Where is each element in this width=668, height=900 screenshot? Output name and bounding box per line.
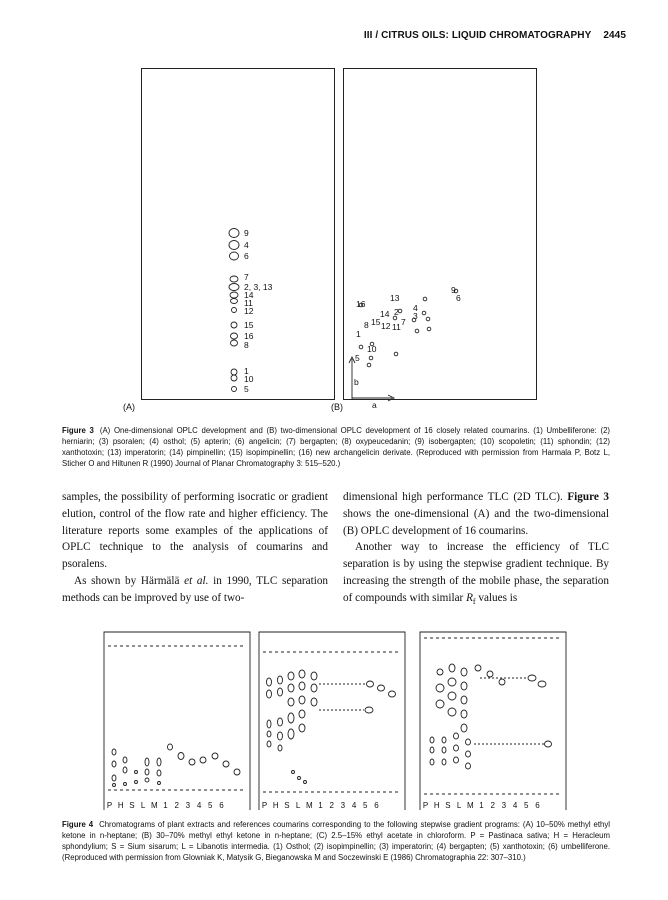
running-header: [364, 30, 626, 41]
spot-a-7: [230, 276, 238, 282]
left-p2-etal: et al.: [184, 574, 209, 587]
label-b-4: 4: [413, 303, 418, 313]
chromatogram-c-graphic: [420, 632, 566, 810]
figure4-caption-text: Chromatograms of plant extracts and references coumarins corresponding to the following stepwise gradient programs: (A) 10–50% methyl ethyl ketone in n-heptane; (B) 30–70% methyl ethyl ketone in n-heptane; (C) 2.5–15% ethyl acetate in chloroform. P = Pastinaca sativa; H = Heracleum sphondylium; S = Sium sisarum; L = Libanotis intermedia. (1) Osthol; (2) isopimpinellin; (3) imperatorin; (4) bergapten; (5) xanthotoxin; (6) umbelliferone. (Reproduced with permission from Glowniak K, Matysik G, Bieganowska M and Soczewinski E (1986) Chromatographia 22: 307–310.): [62, 820, 611, 862]
page-number: 2445: [603, 30, 626, 41]
spot-a-10: [231, 375, 237, 381]
header-title: III / CITRUS OILS: LIQUID CHROMATOGRAPHY: [363, 30, 592, 41]
label-b-3: 3: [413, 311, 418, 321]
label-a-7: 7: [244, 272, 249, 282]
label-b-14: 14: [380, 309, 390, 319]
figure3-caption: [62, 425, 610, 469]
panel-b-spots: [344, 69, 536, 410]
label-b-10: 10: [367, 344, 377, 354]
axis-a-label: a: [372, 400, 377, 410]
rf-symbol: R: [466, 591, 473, 604]
figure3-panel-a: [141, 68, 335, 400]
label-a-5: 5: [244, 384, 249, 394]
spot-a-8: [231, 340, 238, 346]
label-a-15: 15: [244, 320, 254, 330]
chromatogram-a-graphic: [104, 632, 250, 810]
lane-labels-a: P H S L M 1 2 3 4 5 6: [106, 801, 224, 810]
figure3-panel-b: [343, 68, 537, 410]
label-b-2: 2: [394, 307, 399, 317]
body-column-right: [343, 489, 609, 611]
right-paragraph-2: [343, 539, 609, 610]
label-b-16: 16: [356, 299, 366, 309]
label-a-10: 10: [244, 374, 254, 384]
axis-b-label: b: [354, 377, 359, 387]
spot-a-6: [230, 252, 239, 260]
lane-labels-c: P H S L M 1 2 3 4 5 6: [422, 801, 540, 810]
figure4-chromatogram-c: [420, 632, 566, 810]
label-b-1: 1: [356, 329, 361, 339]
label-b-5: 5: [355, 353, 360, 363]
panel-a-spots: [142, 69, 334, 399]
label-b-7: 7: [401, 317, 406, 327]
right-paragraph-1: [343, 489, 609, 539]
label-b-15: 15: [371, 317, 381, 327]
lane-labels-b: P H S L M 1 2 3 4 5 6: [261, 801, 379, 810]
label-a-1: 1: [244, 366, 249, 376]
body-column-left: [62, 489, 328, 607]
spot-a-16: [231, 333, 238, 339]
label-a-6: 6: [244, 251, 249, 261]
left-p2-text-a: As shown by Härmälä: [74, 574, 180, 587]
right-p2-text-b: values is: [478, 591, 518, 604]
spot-a-9: [229, 229, 239, 238]
label-a-14: 14: [244, 290, 254, 300]
label-a-4: 4: [244, 240, 249, 250]
label-b-6: 6: [456, 293, 461, 303]
rf-subscript: f: [472, 597, 476, 607]
figure3-caption-label: Figure 3: [62, 426, 94, 435]
right-p1-text-a: dimensional high performance TLC (2D TLC).: [343, 491, 563, 503]
spot-a-14: [230, 292, 238, 298]
left-paragraph-2: [62, 573, 328, 607]
right-p2-text-a: Another way to increase the efficiency of TLC separation is by using the stepwise gradient technique. By increasing the strength of the mobile phase, the separation of compounds with similar: [343, 541, 609, 604]
chromatogram-b-graphic: [259, 632, 405, 810]
label-b-13: 13: [390, 293, 400, 303]
label-b-11: 11: [392, 322, 401, 332]
label-a-8: 8: [244, 340, 249, 350]
label-b-9: 9: [451, 285, 456, 295]
right-p1-text-b: shows the one-dimensional (A) and the two-dimensional (B) OPLC development of 16 coumarins.: [343, 507, 609, 537]
label-a-2-3-13: 2, 3, 13: [244, 282, 273, 292]
spot-a-11: [231, 299, 238, 304]
left-paragraph-1: samples, the possibility of performing isocratic or gradient elution, control of the flow rate and higher efficiency. The literature reports some examples of the applications of OPLC technique to the analysis of coumarins and psoralens.: [62, 491, 328, 571]
label-b-12: 12: [381, 321, 391, 331]
frame-c: [420, 632, 566, 810]
figure4-chromatogram-b: [259, 632, 405, 810]
spot-a-15: [231, 322, 237, 328]
label-a-11: 11: [244, 298, 253, 308]
label-a-9: 9: [244, 228, 249, 238]
figure3-reference: Figure 3: [567, 491, 609, 503]
figure4-chromatogram-a: [104, 632, 250, 810]
spot-a-4: [229, 241, 239, 250]
label-a-12: 12: [244, 306, 254, 316]
left-p2-text-b: in 1990, TLC separation methods can be improved by use of two-: [62, 574, 329, 604]
figure4-caption: [62, 819, 610, 863]
spot-a-12: [232, 308, 237, 313]
figure3-caption-text: (A) One-dimensional OPLC development and (B) two-dimensional OPLC development of 16 closely related coumarins. (1) Umbelliferone: (2) herniarin; (3) psoralen; (4) osthol; (5) apterin; (6) angelicin; (7) bergapten; (8) oxypeucedanin; (9) isobergapten; (10) scopoletin; (11) sphondin; (12) xanthotoxin; (13) imperatorin; (14) pimpinellin; (15) isopimpinellin; (16) new archangelicin derivate. (Reproduced with permission from Harmala P, Botz L, Sticher O and Hiltunen R (1990) Journal of Planar Chromatography 3: 515–520.): [62, 426, 611, 468]
label-a-16: 16: [244, 331, 254, 341]
figure3-label-b: (B): [331, 402, 343, 412]
spot-a-1: [231, 369, 237, 375]
frame-b: [259, 632, 405, 810]
figure3-label-a: (A): [123, 402, 135, 412]
spot-a-5: [232, 387, 237, 392]
spot-a-2-3-13: [229, 284, 239, 291]
label-b-8: 8: [364, 320, 369, 330]
figure4-caption-label: Figure 4: [62, 820, 94, 829]
